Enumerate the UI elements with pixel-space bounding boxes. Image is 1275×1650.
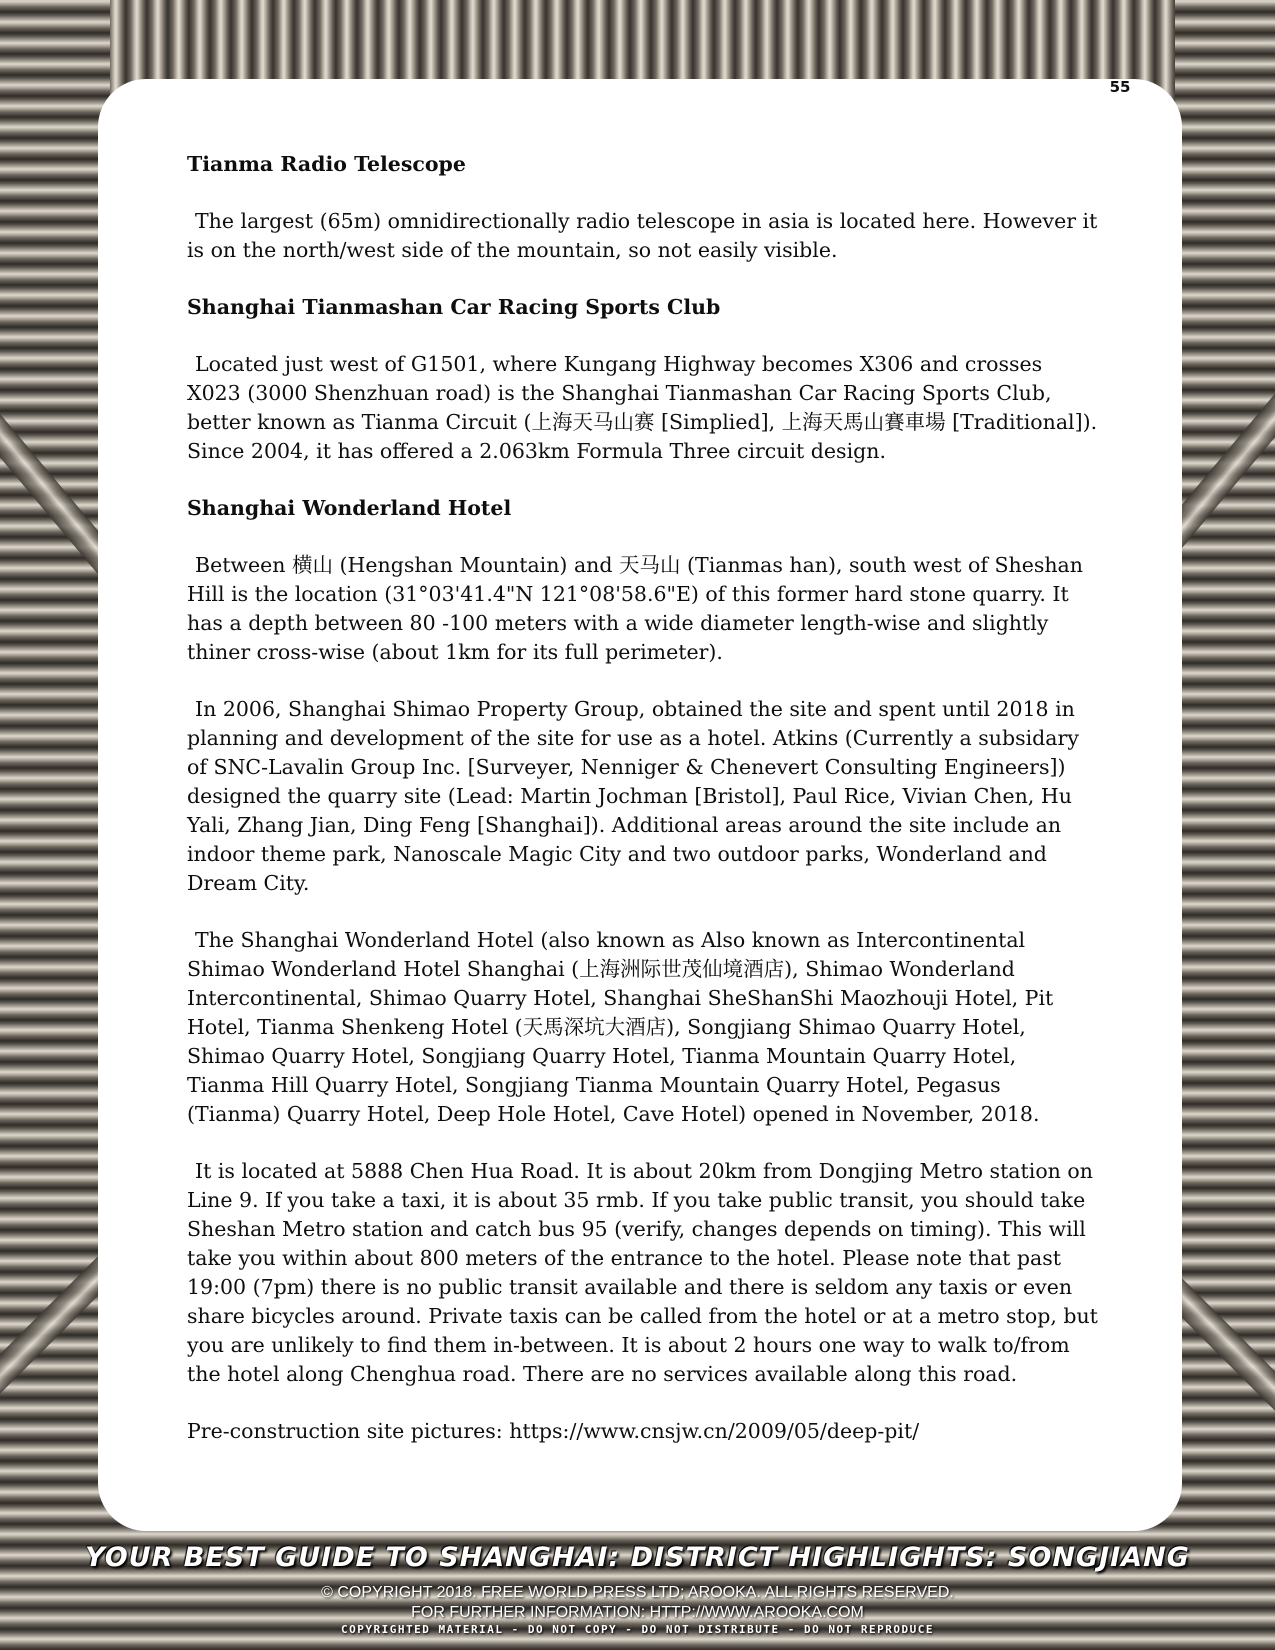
section-heading-wonderland-hotel: Shanghai Wonderland Hotel: [187, 496, 512, 520]
footer-copyright: © COPYRIGHT 2018. FREE WORLD PRESS LTD; AROOKA. ALL RIGHTS RESERVED.: [321, 1584, 954, 1601]
paragraph-hotel-development: In 2006, Shanghai Shimao Property Group, obtained the site and spent until 2018 in planning and development of the site for use as a hotel. Atkins (Currently a subsidary of SNC-Lavalin Group Inc. [Surveyer, Nenniger & Chenevert Consulting Engineers]) designed the quarry site (Lead: Martin Jochman [Bristol], Paul Rice, Vivian Chen, Hu Yali, Zhang Jian, Ding Feng [Shanghai]). Additional areas around the site include an indoor theme park, Nanoscale Magic City and two outdoor parks, Wonderland and Dream City.: [187, 697, 1079, 895]
footer-warning: COPYRIGHTED MATERIAL - DO NOT COPY - DO NOT DISTRIBUTE - DO NOT REPRODUCE: [341, 1623, 934, 1636]
section-heading-racing-club: Shanghai Tianmashan Car Racing Sports Club: [187, 295, 721, 319]
pre-construction-link[interactable]: Pre-construction site pictures: https://www.cnsjw.cn/2009/05/deep-pit/: [187, 1419, 920, 1443]
article-body: [187, 150, 1099, 1474]
section-heading-telescope: Tianma Radio Telescope: [187, 152, 466, 176]
paragraph-racing-club: Located just west of G1501, where Kungang Highway becomes X306 and crosses X023 (3000 Shenzhuan road) is the Shanghai Tianmashan Car Racing Sports Club, better known as Tianma Circuit (上海天马山赛 [Simplied], 上海天馬山賽車場 [Traditional]). Since 2004, it has offered a 2.063km Formula Three circuit design.: [187, 352, 1098, 463]
footer-info-link[interactable]: FOR FURTHER INFORMATION: HTTP://WWW.AROOKA.COM: [411, 1604, 864, 1621]
footer-copyright-block: [0, 1583, 1275, 1623]
paragraph-hotel-location: Between 横山 (Hengshan Mountain) and 天马山 (Tianmas han), south west of Sheshan Hill is the location (31°03'41.4"N 121°08'58.6"E) of this former hard stone quarry. It has a depth between 80 -100 meters with a wide diameter length-wise and slightly thiner cross-wise (about 1km for its full perimeter).: [187, 553, 1083, 664]
paragraph-hotel-names: The Shanghai Wonderland Hotel (also known as Also known as Intercontinental Shimao Wonderland Hotel Shanghai (上海洲际世茂仙境酒店), Shimao Wonderland Intercontinental, Shimao Quarry Hotel, Shanghai SheShanShi Maozhouji Hotel, Pit Hotel, Tianma Shenkeng Hotel (天馬深坑大酒店), Songjiang Shimao Quarry Hotel, Shimao Quarry Hotel, Songjiang Quarry Hotel, Tianma Mountain Quarry Hotel, Tianma Hill Quarry Hotel, Songjiang Tianma Mountain Quarry Hotel, Pegasus (Tianma) Quarry Hotel, Deep Hole Hotel, Cave Hotel) opened in November, 2018.: [187, 928, 1054, 1126]
paragraph-telescope: The largest (65m) omnidirectionally radio telescope in asia is located here. However it is on the north/west side of the mountain, so not easily visible.: [187, 209, 1098, 262]
page-number: 55: [1109, 78, 1131, 96]
footer-title: YOUR BEST GUIDE TO SHANGHAI: DISTRICT HIGHLIGHTS: SONGJIANG: [85, 1542, 1190, 1573]
paragraph-hotel-directions: It is located at 5888 Chen Hua Road. It is about 20km from Dongjing Metro station on Line 9. If you take a taxi, it is about 35 rmb. If you take public transit, you should take Sheshan Metro station and catch bus 95 (verify, changes depends on timing). This will take you within about 800 meters of the entrance to the hotel. Please note that past 19:00 (7pm) there is no public transit available and there is seldom any taxis or even share bicycles around. Private taxis can be called from the hotel or at a metro stop, but you are unlikely to find them in-between. It is about 2 hours one way to walk to/from the hotel along Chenghua road. There are no services available along this road.: [187, 1159, 1098, 1386]
